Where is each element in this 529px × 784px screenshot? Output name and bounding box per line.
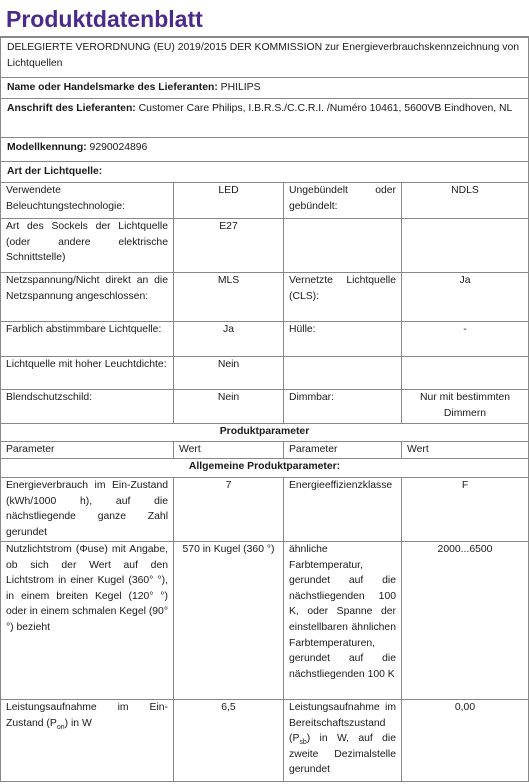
param-cell: Netzspannung/Nicht direkt an die Netzspannung angeschlossen: <box>1 273 174 322</box>
param-cell: Blendschutzschild: <box>1 390 174 424</box>
table-row <box>1 219 529 273</box>
value-cell: Nein <box>174 390 284 424</box>
param-cell <box>284 357 402 390</box>
value-cell: LED <box>174 183 284 219</box>
table-row <box>1 357 529 390</box>
value-cell <box>402 219 529 273</box>
value-cell: F <box>402 478 529 542</box>
param-cell <box>284 219 402 273</box>
supplier-name-label: Name oder Handelsmarke des Lieferanten: <box>7 82 218 93</box>
param-cell: Energieverbrauch im Ein-Zustand (kWh/1000 h), auf die nächstliegende ganze Zahl gerundet <box>1 478 174 542</box>
product-params-heading: Produktparameter <box>1 424 529 442</box>
value-cell: 0,00 <box>402 700 529 782</box>
value-cell: 2000...6500 <box>402 542 529 700</box>
param-cell: Ungebündelt oder gebündelt: <box>284 183 402 219</box>
power-standby-label-b: ) in W, auf die zweite Dezimalstelle gerundet <box>289 733 396 776</box>
value-cell: MLS <box>174 273 284 322</box>
value-cell: 570 in Kugel (360 °) <box>174 542 284 700</box>
param-cell: Nutzlichtstrom (Φuse) mit Angabe, ob sich der Wert auf den Lichtstrom in einer Kugel (360° °), in einem breiten Kegel (120° °) oder in einem schmalen Kegel (90° °) bezieht <box>1 542 174 700</box>
light-source-type-heading: Art der Lichtquelle: <box>1 162 529 183</box>
model-id-value: 9290024896 <box>89 142 148 153</box>
power-on-label-a: Leistungsaufnahme im Ein-Zustand (P <box>6 702 168 729</box>
model-id-row <box>1 138 529 162</box>
value-cell: 6,5 <box>174 700 284 782</box>
table-row <box>1 322 529 357</box>
supplier-address-value: Customer Care Philips, I.B.R.S./C.C.R.I. /Numéro 10461, 5600VB Eindhoven, NL <box>138 103 513 114</box>
value-cell: 7 <box>174 478 284 542</box>
value-cell: E27 <box>174 219 284 273</box>
param-cell <box>284 700 402 782</box>
param-cell <box>1 700 174 782</box>
value-cell: Ja <box>402 273 529 322</box>
value-cell: Ja <box>174 322 284 357</box>
table-row <box>1 183 529 219</box>
sheet-title: Produktdatenblatt <box>0 0 529 37</box>
power-on-subscript: on <box>56 723 65 731</box>
model-id-label: Modellkennung: <box>7 142 87 153</box>
supplier-address-row <box>1 99 529 138</box>
power-on-label-b: ) in W <box>64 717 92 729</box>
param-cell: Lichtquelle mit hoher Leuchtdichte: <box>1 357 174 390</box>
value-cell: - <box>402 322 529 357</box>
column-header-value: Wert <box>174 442 284 459</box>
table-row <box>1 542 529 700</box>
param-cell: Art des Sockels der Lichtquelle (oder andere elektrische Schnittstelle) <box>1 219 174 273</box>
param-cell: Dimmbar: <box>284 390 402 424</box>
param-cell: Hülle: <box>284 322 402 357</box>
table-row <box>1 700 529 782</box>
column-header-param: Parameter <box>284 442 402 459</box>
param-cell: Farblich abstimmbare Lichtquelle: <box>1 322 174 357</box>
table-row <box>1 478 529 542</box>
supplier-name-value: PHILIPS <box>220 82 261 93</box>
value-cell: Nein <box>174 357 284 390</box>
value-cell: Nur mit bestimmten Dimmern <box>402 390 529 424</box>
param-cell: ähnliche Farbtemperatur, gerundet auf die nächstliegenden 100 K, oder Spanne der einstellbaren ähnlichen Farbtemperaturen, gerundet auf die nächstliegenden 100 K <box>284 542 402 700</box>
param-cell: Vernetzte Lichtquelle (CLS): <box>284 273 402 322</box>
regulation-text: DELEGIERTE VERORDNUNG (EU) 2019/2015 DER KOMMISSION zur Energieverbrauchskennzeichnung von Lichtquellen <box>1 38 529 78</box>
column-header-param: Parameter <box>1 442 174 459</box>
value-cell: NDLS <box>402 183 529 219</box>
power-standby-label-a: Leistungsaufnahme im Bereitschaftszustand (P <box>289 702 396 745</box>
power-standby-subscript: sb <box>299 739 307 747</box>
table-row <box>1 273 529 322</box>
value-cell <box>402 357 529 390</box>
column-header-row <box>1 442 529 459</box>
data-table <box>0 37 529 782</box>
param-cell: Energieeffizienzklasse <box>284 478 402 542</box>
table-row <box>1 390 529 424</box>
supplier-address-label: Anschrift des Lieferanten: <box>7 103 136 114</box>
column-header-value: Wert <box>402 442 529 459</box>
general-params-heading: Allgemeine Produktparameter: <box>1 459 529 478</box>
param-cell: Verwendete Beleuchtungstechnologie: <box>1 183 174 219</box>
supplier-name-row <box>1 78 529 99</box>
